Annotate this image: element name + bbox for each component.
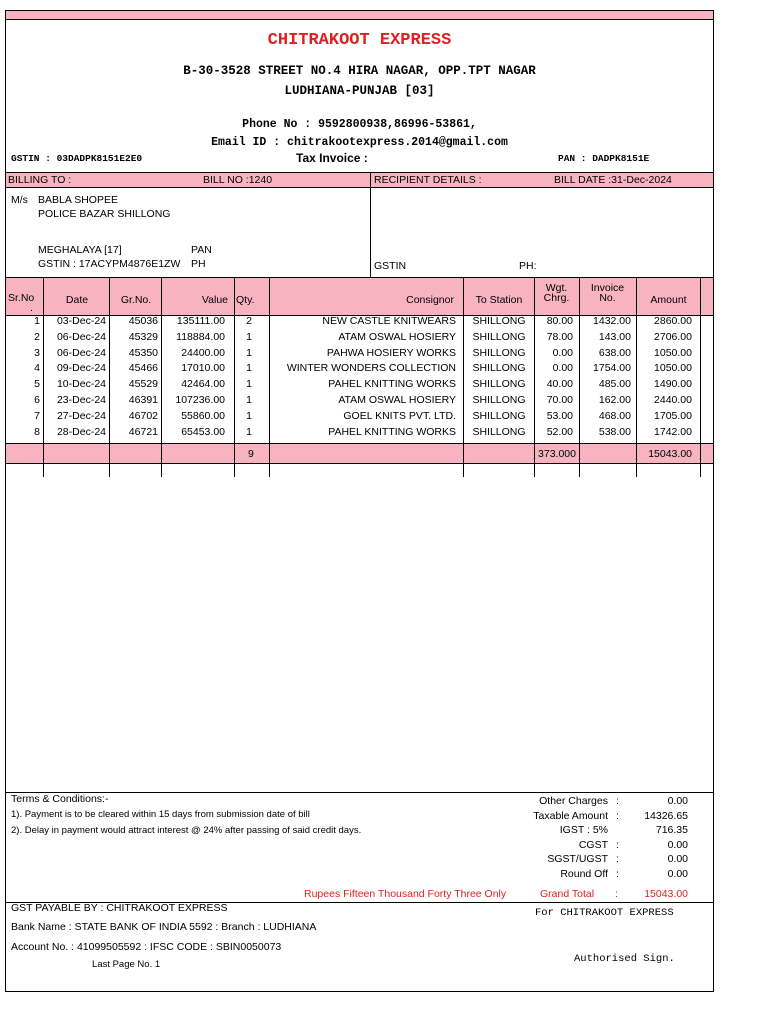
cell-station: SHILLONG [472,409,526,422]
amount-in-words: Rupees Fifteen Thousand Forty Three Only [304,888,507,900]
cell-date: 10-Dec-24 [56,378,106,391]
cell-station: SHILLONG [472,378,526,391]
customer-gstin: GSTIN : 17ACYPM4876E1ZW [38,258,181,270]
cell-inv: 538.00 [598,425,631,438]
top-color-bar [6,11,713,20]
billing-bar [6,172,713,188]
terms-line-2: 2). Delay in payment would attract interest @ 24% after passing of said credit days. [11,825,362,836]
company-gstin: GSTIN : 03DADPK8151E2E0 [11,153,143,164]
cell-qty: 1 [246,425,252,438]
column-divider [234,277,235,477]
summary-value: 0.00 [667,853,688,865]
cell-inv: 468.00 [598,409,631,422]
cell-sr: 4 [34,362,40,375]
invoice-page [5,10,714,992]
cell-date: 06-Dec-24 [56,330,106,343]
cell-gr: 46702 [128,409,158,422]
cell-amount: 2706.00 [654,330,692,343]
cell-value: 65453.00 [181,425,225,438]
column-divider [463,277,464,477]
cell-consignor: PAHWA HOSIERY WORKS [326,346,456,359]
cell-gr: 45466 [128,362,158,375]
column-divider [269,277,270,477]
table-row [6,362,713,377]
table-row [6,315,713,330]
gst-payable-by: GST PAYABLE BY : CHITRAKOOT EXPRESS [11,902,228,914]
billing-divider [370,173,371,278]
summary-label: Taxable Amount [533,809,608,822]
cell-qty: 1 [246,330,252,343]
cell-value: 107236.00 [175,394,225,406]
col-invoice-bottom: No. [599,292,616,304]
cell-wgt: 0.00 [552,346,573,359]
column-divider [579,277,580,477]
cell-wgt: 53.00 [546,409,573,422]
cell-station: SHILLONG [472,330,526,343]
col-srno-dot: . [30,302,33,314]
company-phone: Phone No : 9592800938,86996-53861, [242,118,477,131]
table-row [6,378,713,393]
document-title: Tax Invoice : [296,151,368,165]
cell-date: 27-Dec-24 [56,409,106,422]
bill-date: BILL DATE :31-Dec-2024 [554,174,672,186]
cell-qty: 1 [246,362,252,375]
summary-label: Other Charges [539,795,608,807]
column-divider [161,277,162,477]
for-company: For CHITRAKOOT EXPRESS [535,907,674,919]
customer-name: BABLA SHOPEE [38,194,118,206]
cell-qty: 1 [246,394,252,406]
column-divider [636,277,637,477]
cell-sr: 1 [34,315,40,327]
customer-pan-label: PAN [191,244,212,256]
col-consignor: Consignor [406,294,454,306]
company-address-line2: LUDHIANA-PUNJAB [03] [284,84,435,98]
cell-consignor: GOEL KNITS PVT. LTD. [343,409,456,422]
terms-line-1: 1). Payment is to be cleared within 15 days from submission date of bill [11,809,310,820]
cell-station: SHILLONG [472,346,526,359]
cell-amount: 2860.00 [654,315,692,327]
bill-no: BILL NO :1240 [203,174,273,186]
col-value: Value [201,294,228,306]
column-divider [534,277,535,477]
cell-gr: 45350 [128,346,158,359]
total-amount: 15043.00 [648,448,692,460]
cell-value: 135111.00 [176,315,225,327]
col-to-station: To Station [475,294,523,306]
company-email: Email ID : chitrakootexpress.2014@gmail.com [211,136,508,149]
summary-value: 0.00 [667,795,688,807]
summary-colon: : [616,853,619,865]
col-amount: Amount [650,294,687,306]
cell-station: SHILLONG [472,425,526,438]
cell-amount: 1050.00 [654,362,692,375]
cell-value: 118884.00 [176,330,225,343]
cell-amount: 1490.00 [654,378,692,391]
col-date: Date [65,294,89,306]
cell-wgt: 80.00 [546,315,573,327]
col-grno: Gr.No. [120,294,152,306]
cell-wgt: 40.00 [546,378,573,391]
cell-inv: 1432.00 [593,315,631,327]
summary-value: 14326.65 [644,809,688,822]
cell-consignor: PAHEL KNITTING WORKS [328,378,456,391]
summary-value: 0.00 [667,867,688,880]
recipient-details-label: RECIPIENT DETAILS : [374,174,482,186]
col-invoice-top: Invoice [590,282,625,294]
summary-label: Round Off [560,867,608,880]
cell-gr: 46391 [128,394,158,406]
total-wgt: 373.000 [538,448,576,460]
cell-gr: 45329 [128,330,158,343]
summary-value: 0.00 [667,838,688,851]
table-row [6,410,713,425]
summary-colon: : [616,809,619,822]
authorised-sign: Authorised Sign. [574,953,675,965]
cell-sr: 7 [34,409,40,422]
customer-address: POLICE BAZAR SHILLONG [38,208,171,220]
summary-label: SGST/UGST [547,853,608,865]
cell-gr: 45036 [128,315,158,327]
cell-inv: 485.00 [598,378,631,391]
cell-qty: 1 [246,378,252,391]
cell-value: 24400.00 [181,346,225,359]
grand-total-label: Grand Total [540,888,595,900]
column-divider [700,277,701,477]
cell-consignor: NEW CASTLE KNITWEARS [322,315,456,327]
cell-amount: 1705.00 [654,409,692,422]
cell-qty: 1 [246,346,252,359]
totals-row [6,443,713,464]
col-srno: Sr.No [8,292,35,304]
cell-consignor: ATAM OSWAL HOSIERY [338,394,456,406]
billing-to-label: BILLING TO : [8,174,72,186]
cell-inv: 1754.00 [593,362,631,375]
summary-block [506,795,706,890]
cell-wgt: 78.00 [546,330,573,343]
recipient-gstin-label: GSTIN [374,260,407,272]
terms-title: Terms & Conditions:- [11,793,109,805]
cell-date: 09-Dec-24 [56,362,106,375]
cell-inv: 638.00 [598,346,631,359]
cell-date: 03-Dec-24 [56,315,106,327]
cell-wgt: 0.00 [552,362,573,375]
cell-amount: 1742.00 [654,425,692,438]
cell-gr: 45529 [128,378,158,391]
table-header [6,277,713,316]
summary-colon: : [616,795,619,807]
recipient-ph-label: PH: [519,260,537,272]
summary-value: 716.35 [655,824,688,836]
cell-station: SHILLONG [472,394,526,406]
customer-ph-label: PH [191,258,206,270]
last-page-no: Last Page No. 1 [92,959,161,970]
cell-qty: 1 [246,409,252,422]
col-wgt-top: Wgt. [545,282,568,294]
table-row [6,426,713,441]
company-pan: PAN : DADPK8151E [558,153,650,164]
cell-sr: 3 [34,346,40,359]
grand-total-value: 15043.00 [644,888,688,900]
column-divider [43,277,44,477]
grand-total-colon: : [615,888,618,900]
cell-inv: 143.00 [598,330,631,343]
cell-amount: 2440.00 [654,394,692,406]
cell-wgt: 70.00 [546,394,573,406]
summary-label: CGST [578,838,608,851]
cell-date: 28-Dec-24 [56,425,106,438]
table-row [6,331,713,346]
cell-value: 55860.00 [181,409,225,422]
company-name: CHITRAKOOT EXPRESS [267,31,452,50]
company-address-line1: B-30-3528 STREET NO.4 HIRA NAGAR, OPP.TPT NAGAR [183,64,536,78]
table-row [6,394,713,409]
col-wgt-bottom: Chrg. [543,292,570,304]
col-qty: Qty. [236,294,255,306]
cell-consignor: PAHEL KNITTING WORKS [328,425,456,438]
cell-date: 06-Dec-24 [56,346,106,359]
total-qty: 9 [248,448,254,460]
cell-qty: 2 [246,315,252,327]
cell-consignor: ATAM OSWAL HOSIERY [338,330,456,343]
cell-sr: 2 [34,330,40,343]
cell-sr: 5 [34,378,40,391]
cell-value: 42464.00 [181,378,225,391]
account-details: Account No. : 41099505592 : IFSC CODE : SBIN0050073 [11,941,282,953]
cell-station: SHILLONG [472,315,526,327]
cell-consignor: WINTER WONDERS COLLECTION [286,362,456,375]
cell-date: 23-Dec-24 [56,394,106,406]
summary-colon: : [616,838,619,851]
cell-amount: 1050.00 [654,346,692,359]
customer-prefix: M/s [11,194,28,206]
summary-label: IGST : 5% [559,824,608,836]
cell-inv: 162.00 [598,394,631,406]
cell-sr: 8 [34,425,40,438]
table-row [6,347,713,362]
bank-name: Bank Name : STATE BANK OF INDIA 5592 : Branch : LUDHIANA [11,921,317,933]
terms-top-line [6,792,713,793]
cell-sr: 6 [34,394,40,406]
cell-wgt: 52.00 [546,425,573,438]
customer-state: MEGHALAYA [17] [38,244,122,256]
cell-station: SHILLONG [472,362,526,375]
summary-colon: : [616,867,619,880]
table-body [6,315,713,443]
cell-value: 17010.00 [181,362,225,375]
cell-gr: 46721 [128,425,158,438]
column-divider [109,277,110,477]
